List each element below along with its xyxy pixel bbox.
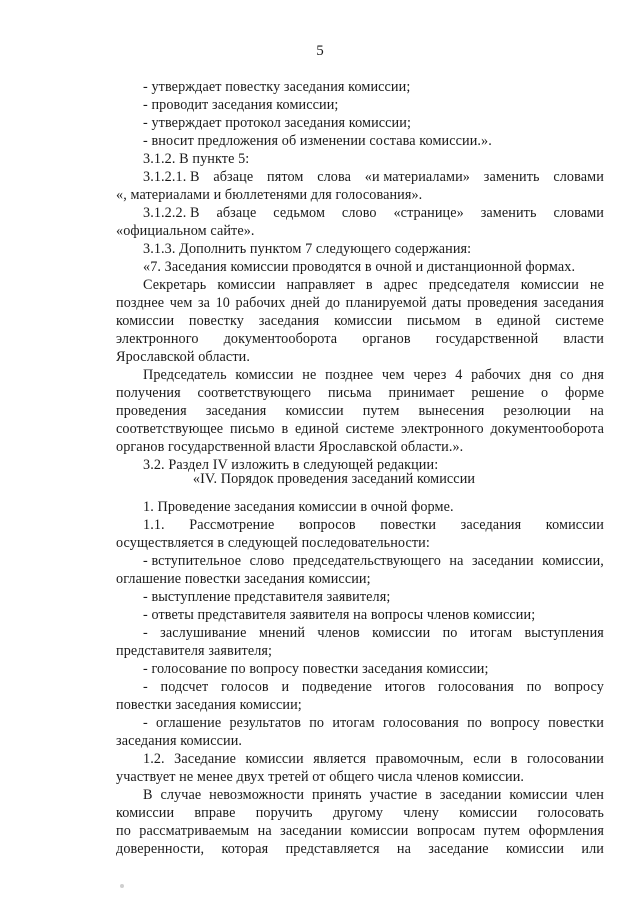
word: комиссии <box>509 787 568 803</box>
word: государственной <box>435 331 539 347</box>
text-line-justified <box>116 294 604 312</box>
word: комиссии <box>545 517 604 533</box>
text-line-justified <box>116 384 604 402</box>
text-line: «официальном сайте». <box>116 223 255 239</box>
word: заменить <box>480 205 537 221</box>
word: системе <box>555 313 604 329</box>
word: членов <box>317 625 360 641</box>
word: 4 <box>455 367 463 383</box>
text-line-justified <box>143 750 604 768</box>
text-line-justified <box>116 420 604 438</box>
word: заседания <box>460 517 522 533</box>
word: заменить <box>483 169 540 185</box>
word: - <box>143 625 148 641</box>
word: комиссии <box>116 313 175 329</box>
word: слово <box>249 553 285 569</box>
text-line-justified <box>143 714 604 732</box>
word: на <box>396 841 411 857</box>
word: через <box>413 367 447 383</box>
text-line: Ярославской области. <box>116 349 250 365</box>
word: - <box>143 715 148 731</box>
word: голосовать <box>537 805 604 821</box>
word: вопросу <box>490 715 540 731</box>
word: другому <box>332 805 384 821</box>
word: Секретарь <box>143 277 207 293</box>
word: вопросам <box>416 823 476 839</box>
word: даты <box>432 295 462 311</box>
word: является <box>313 751 367 767</box>
text-line-justified <box>116 804 604 822</box>
word: 1.2. <box>143 751 165 767</box>
word: выступления <box>524 625 604 641</box>
text-line: осуществляется в следующей последовательности: <box>116 535 430 551</box>
text-line-justified <box>116 312 604 330</box>
word: о <box>541 385 549 401</box>
word: за <box>197 295 211 311</box>
word: 1.1. <box>143 517 165 533</box>
word: получения <box>116 385 181 401</box>
word: члену <box>403 805 439 821</box>
word: Рассмотрение <box>189 517 275 533</box>
text-line-justified <box>116 330 604 348</box>
word: вынесения <box>418 403 485 419</box>
word: случае <box>160 787 202 803</box>
word: заседания <box>258 313 320 329</box>
word: органов <box>362 331 411 347</box>
word: электронного <box>401 421 484 437</box>
text-line-justified <box>143 204 604 222</box>
text-line-justified <box>116 402 604 420</box>
word: принять <box>311 787 362 803</box>
word: резолюции <box>503 403 571 419</box>
word: форме <box>565 385 604 401</box>
word: путем <box>483 823 521 839</box>
word: вопросу <box>554 679 604 695</box>
word: 3.1.2.2. В <box>143 205 200 221</box>
word: в <box>475 313 482 329</box>
word: комиссии <box>334 313 393 329</box>
text-line: органов государственной власти Ярославской области.». <box>116 439 464 455</box>
word: на <box>449 553 464 569</box>
word: по <box>309 715 325 731</box>
word: по <box>467 715 482 731</box>
word: участие <box>369 787 418 803</box>
word: оглашение <box>156 715 222 731</box>
word: направляет <box>286 277 355 293</box>
word: абзаце <box>216 205 257 221</box>
text-line-justified <box>143 678 604 696</box>
word: заслушивание <box>160 625 247 641</box>
word: итогам <box>332 715 375 731</box>
word: дней <box>290 295 321 311</box>
word: позднее <box>116 295 165 311</box>
word: невозможности <box>209 787 305 803</box>
word: письма <box>327 385 372 401</box>
text-line: представителя заявителя; <box>116 643 273 659</box>
word: в <box>425 787 432 803</box>
text-line: - проводит заседания комиссии; <box>143 97 339 113</box>
word: единой <box>496 313 541 329</box>
word: комиссии <box>217 277 276 293</box>
word: по <box>526 679 542 695</box>
word: электронного <box>116 331 199 347</box>
text-line: 3.2. Раздел IV изложить в следующей редакции: <box>143 457 439 473</box>
word: голосов <box>221 679 269 695</box>
text-line-justified <box>143 168 604 186</box>
word: решение <box>471 385 525 401</box>
word: заседании <box>439 787 502 803</box>
text-line-justified <box>143 516 604 534</box>
word: соответствующее <box>116 421 224 437</box>
text-line-justified <box>116 840 604 858</box>
word: планируемой <box>345 295 427 311</box>
text-line-justified <box>143 624 604 642</box>
word: голосовании <box>527 751 604 767</box>
word: рабочих <box>235 295 286 311</box>
word: абзаце <box>213 169 254 185</box>
word: проведения <box>467 295 538 311</box>
word: заседании <box>471 553 534 569</box>
text-line: - утверждает протокол заседания комиссии; <box>143 115 411 131</box>
word: вправе <box>194 805 236 821</box>
word: итогов <box>384 679 426 695</box>
word: - <box>143 679 148 695</box>
text-line-justified <box>143 786 604 804</box>
word: В <box>143 787 153 803</box>
word: комиссии <box>520 277 579 293</box>
word: чем <box>381 367 405 383</box>
text-line: «, материалами и бюллетенями для голосования». <box>116 187 423 203</box>
word: комиссии, <box>542 553 604 569</box>
text-line-justified <box>143 276 604 294</box>
word: председательствующего <box>292 553 441 569</box>
word: представляется <box>285 841 380 857</box>
word: комиссии <box>285 403 344 419</box>
word: соответствующего <box>197 385 312 401</box>
word: до <box>325 295 341 311</box>
word: голосования <box>438 679 514 695</box>
word: системе <box>345 421 395 437</box>
word: оформления <box>528 823 604 839</box>
text-line: - вносит предложения об изменении состава комиссии.». <box>143 133 492 149</box>
text-line-justified <box>143 366 604 384</box>
word: письмом <box>406 313 461 329</box>
word: повестки <box>380 517 437 533</box>
word: правомочным, <box>375 751 464 767</box>
text-line: 3.1.3. Дополнить пунктом 7 следующего содержания: <box>143 241 472 257</box>
word: повестки <box>548 715 604 731</box>
word: результатов <box>229 715 302 731</box>
word: письмо <box>230 421 275 437</box>
word: документооборота <box>223 331 338 347</box>
word: комиссии <box>350 823 409 839</box>
word: не <box>589 277 604 293</box>
word: проведения <box>116 403 187 419</box>
word: Заседание <box>174 751 237 767</box>
word: комиссии <box>372 625 431 641</box>
word: мнений <box>258 625 306 641</box>
text-line-justified <box>116 822 604 840</box>
word: заседания <box>205 403 267 419</box>
text-line: 3.1.2. В пункте 5: <box>143 151 250 167</box>
word: пятом <box>267 169 304 185</box>
page-number: 5 <box>316 43 324 59</box>
word: адрес <box>383 277 418 293</box>
word: слова <box>317 169 352 185</box>
text-line: - ответы представителя заявителя на вопросы членов комиссии; <box>143 607 536 623</box>
word: в <box>510 751 518 767</box>
word: на <box>257 823 272 839</box>
word: заседания <box>543 295 604 311</box>
word: голосования <box>382 715 459 731</box>
word: член <box>575 787 604 803</box>
word: документооборота <box>490 421 604 437</box>
word: председателя <box>428 277 510 293</box>
word: власти <box>563 331 604 347</box>
word: по <box>442 625 458 641</box>
word: позднее <box>325 367 374 383</box>
word: принимает <box>388 385 455 401</box>
word: словами <box>553 205 604 221</box>
word: заседании <box>280 823 342 839</box>
text-line: заседания комиссии. <box>116 733 243 749</box>
scan-speck <box>120 884 124 888</box>
word: слово <box>341 205 377 221</box>
text-line-justified <box>143 552 604 570</box>
text-line: повестки заседания комиссии; <box>116 697 302 713</box>
word: «и материалами» <box>364 169 470 185</box>
word: не <box>302 367 317 383</box>
word: итогам <box>469 625 513 641</box>
word: со <box>560 367 574 383</box>
word: чем <box>169 295 193 311</box>
word: комиссии <box>235 367 294 383</box>
text-line: «7. Заседания комиссии проводятся в очной и дистанционной формах. <box>143 259 576 275</box>
word: дня <box>582 367 604 383</box>
text-line: 1. Проведение заседания комиссии в очной форме. <box>143 499 454 515</box>
text-line: - выступление представителя заявителя; <box>143 589 391 605</box>
word: которая <box>221 841 269 857</box>
word: комиссии <box>116 805 175 821</box>
word: подсчет <box>160 679 209 695</box>
word: комиссии <box>505 841 565 857</box>
word: комиссии <box>245 751 304 767</box>
text-line: - голосование по вопросу повестки заседания комиссии; <box>143 661 489 677</box>
word: - вступительное <box>143 553 242 569</box>
word: доверенности, <box>116 841 205 857</box>
word: рабочих <box>471 367 521 383</box>
word: подведение <box>301 679 373 695</box>
word: в <box>365 277 373 293</box>
word: путем <box>362 403 400 419</box>
text-line: участвует не менее двух третей от общего числа членов комиссии. <box>116 769 525 785</box>
word: дня <box>529 367 552 383</box>
word: по <box>116 823 131 839</box>
word: словами <box>553 169 604 185</box>
section-heading: «IV. Порядок проведения заседаний комиссии <box>192 471 476 487</box>
word: Председатель <box>143 367 227 383</box>
word: поручить <box>255 805 313 821</box>
word: если <box>473 751 502 767</box>
word: седьмом <box>273 205 326 221</box>
word: заседание <box>428 841 489 857</box>
text-line: оглашение повестки заседания комиссии; <box>116 571 371 587</box>
text-line: - утверждает повестку заседания комиссии; <box>143 79 411 95</box>
word: 10 <box>215 295 230 311</box>
word: 3.1.2.1. В <box>143 169 200 185</box>
word: вопросов <box>298 517 356 533</box>
word: и <box>281 679 290 695</box>
word: в <box>281 421 289 437</box>
word: рассматриваемым <box>139 823 250 839</box>
word: «странице» <box>393 205 464 221</box>
word: на <box>589 403 604 419</box>
word: или <box>581 841 604 857</box>
word: повестку <box>188 313 244 329</box>
word: единой <box>295 421 339 437</box>
word: комиссии <box>459 805 518 821</box>
